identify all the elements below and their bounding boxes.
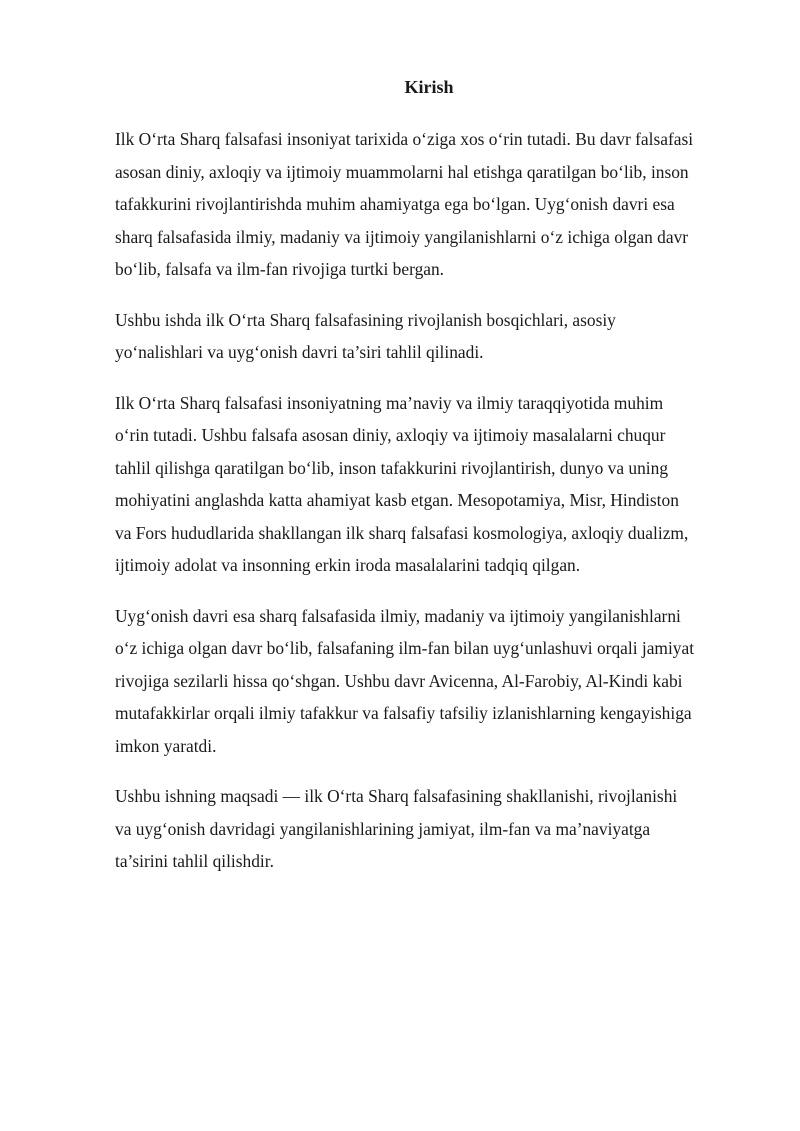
paragraph-4 xyxy=(115,600,745,763)
document-body xyxy=(115,123,745,896)
paragraph-2 xyxy=(115,304,745,369)
text-line: Ilk O‘rta Sharq falsafasi insoniyatning ma’naviy va ilmiy taraqqiyotida muhim xyxy=(115,392,664,413)
text-line: va uyg‘onish davridagi yangilanishlarining jamiyat, ilm-fan va ma’naviyatga xyxy=(115,818,651,839)
text-line: yo‘nalishlari va uyg‘onish davri ta’siri tahlil qilinadi. xyxy=(115,342,484,362)
text-line: bo‘lib, falsafa va ilm-fan rivojiga turtki bergan. xyxy=(115,259,445,279)
text-line: mohiyatini anglashda katta ahamiyat kasb etgan. Mesopotamiya, Misr, Hindiston xyxy=(115,490,679,510)
text-line: imkon yaratdi. xyxy=(115,735,217,756)
document-title: Kirish xyxy=(404,77,454,97)
paragraph-3 xyxy=(115,387,745,582)
text-line: tahlil qilishga qaratilgan bo‘lib, inson tafakkurini rivojlantirish, dunyo va uning xyxy=(115,457,669,478)
text-line: o‘rin tutadi. Ushbu falsafa asosan diniy, axloqiy va ijtimoiy masalalarni chuqur xyxy=(115,425,666,445)
text-line: asosan diniy, axloqiy va ijtimoiy muammolarni hal etishga qaratilgan bo‘lib, inson xyxy=(115,161,689,182)
text-line: va Fors hududlarida shakllangan ilk sharq falsafasi kosmologiya, axloqiy dualizm, xyxy=(115,522,689,543)
paragraph-1 xyxy=(115,123,745,286)
text-line: tafakkurini rivojlantirishda muhim ahamiyatga ega bo‘lgan. Uyg‘onish davri esa xyxy=(115,194,675,214)
paragraph-5 xyxy=(115,780,745,878)
text-line: ijtimoiy adolat va insonning erkin iroda masalalarini tadqiq qilgan. xyxy=(115,555,581,575)
text-line: mutafakkirlar orqali ilmiy tafakkur va falsafiy tafsiliy izlanishlarning kengayishiga xyxy=(115,703,692,723)
text-line: Ushbu ishda ilk O‘rta Sharq falsafasining rivojlanish bosqichlari, asosiy xyxy=(115,309,616,330)
text-line: rivojiga sezilarli hissa qo‘shgan. Ushbu davr Avicenna, Al-Farobiy, Al-Kindi kabi xyxy=(115,670,683,691)
text-line: o‘z ichiga olgan davr bo‘lib, falsafaning ilm-fan bilan uyg‘unlashuvi orqali jamiyat xyxy=(115,638,695,658)
text-line: ta’sirini tahlil qilishdir. xyxy=(115,851,274,871)
text-line: Uyg‘onish davri esa sharq falsafasida ilmiy, madaniy va ijtimoiy yangilanishlarni xyxy=(115,605,681,626)
text-line: Ushbu ishning maqsadi — ilk O‘rta Sharq falsafasining shakllanishi, rivojlanishi xyxy=(115,786,678,806)
text-line: sharq falsafasida ilmiy, madaniy va ijtimoiy yangilanishlarni o‘z ichiga olgan davr xyxy=(115,226,689,247)
text-line: Ilk O‘rta Sharq falsafasi insoniyat tarixida o‘ziga xos o‘rin tutadi. Bu davr falsafasi xyxy=(115,129,694,149)
